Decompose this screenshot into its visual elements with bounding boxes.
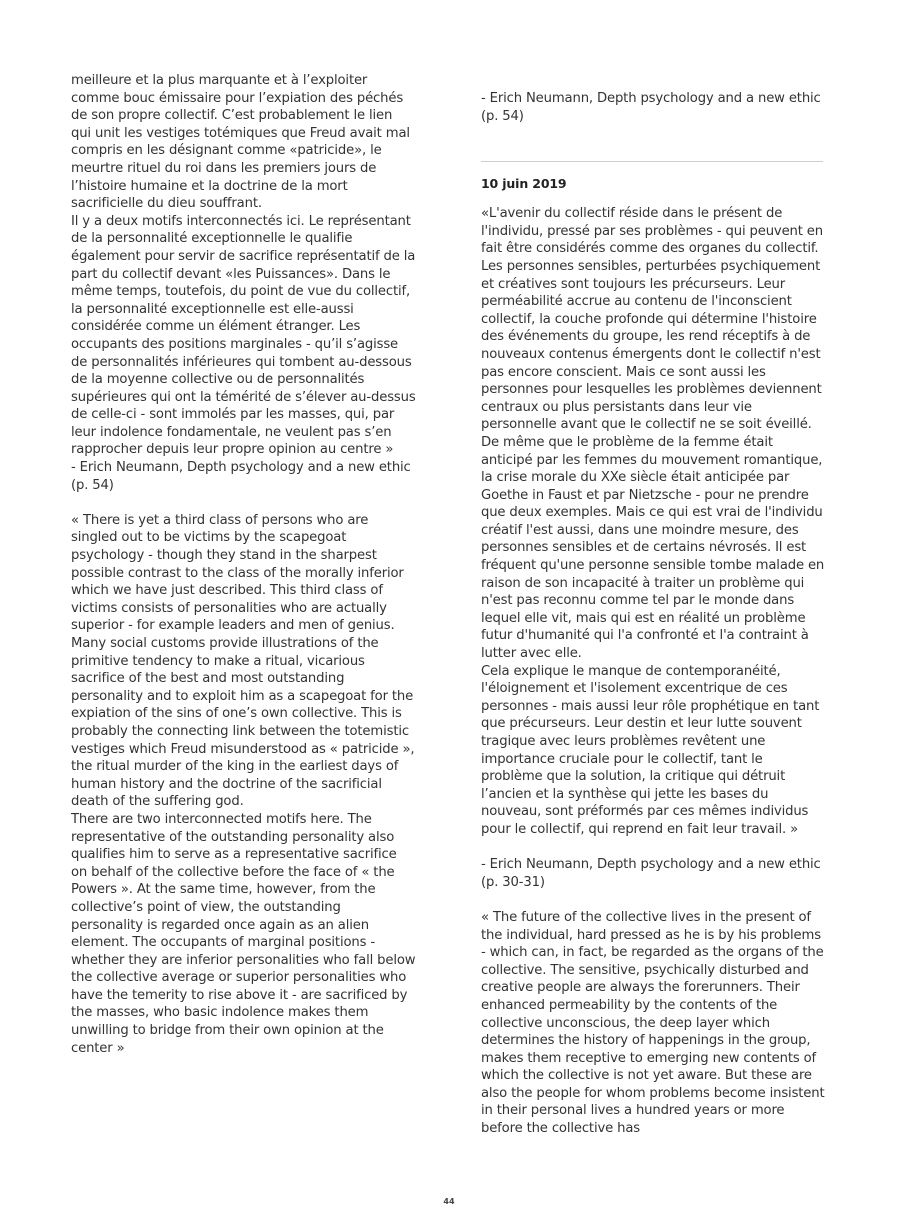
entry-date: 10 juin 2019 xyxy=(481,176,567,192)
right-citation-bottom: - Erich Neumann, Depth psychology and a new ethic (p. 30-31) xyxy=(481,857,825,890)
right-paragraph-2: De même que le problème de la femme était anticipé par les femmes du mouvement romantique, la crise morale du XXe siècle était anticipée par Goethe in Faust et par Nietzsche - pour ne prendre que deux exemples. Mais ce qui est vrai de l'individu créatif l'est aussi, dans une moindre mesure, des personnes sensibles et de certains névrosés. Il est fréquent qu'une personne sensible tombe malade en raison de son incapacité à traiter un problème qui n'est pas reconnu comme tel par le monde dans lequel elle vit, mais qui est en réalité un problème futur d'humanité qui l'a confronté et l'a contraint à lutter avec elle. xyxy=(481,434,829,662)
left-column xyxy=(71,72,420,1057)
section-divider xyxy=(481,161,823,162)
spacer xyxy=(71,494,416,512)
right-paragraph-3: Cela explique le manque de contemporanéité, l'éloignement et l'isolement excentrique de ces personnes - mais aussi leur rôle prophétique en tant que précurseurs. Leur destin et leur lutte souvent tragique avec leurs problèmes revêtent une importance cruciale pour le collectif, tant le problème que la solution, la critique qui détruit l’ancien et la synthèse qui jette les bases du nouveau, sont préformés par ces mêmes individus pour le collectif, qui reprend en fait leur travail. » xyxy=(481,663,824,837)
left-paragraph-3: « There is yet a third class of persons who are singled out to be victims by the scapegoat psychology - though they stand in the sharpest possible contrast to the class of the morally inferior which we have just described. This third class of victims consists of personalities who are actually superior - for example leaders and men of genius. Many social customs provide illustrations of the primitive tendency to make a ritual, vicarious sacrifice of the best and most outstanding personality and to exploit him as a scapegoat for the expiation of the sins of one’s own collective. This is probably the connecting link between the totemistic vestiges which Freud misunderstood as « patricide », the ritual murder of the king in the earliest days of human history and the doctrine of the sacrificial death of the suffering god. xyxy=(71,512,419,810)
spacer xyxy=(481,839,826,857)
spacer xyxy=(481,891,826,909)
left-paragraph-1: meilleure et la plus marquante et à l’exploiter comme bouc émissaire pour l’expiation des péchés de son propre collectif. C’est probablement le lien qui unit les vestiges totémiques que Freud avait mal compris en les désignant comme «patricide», le meurtre rituel du roi dans les premiers jours de l’histoire humaine et la doctrine de la mort sacrificielle du dieu souffrant. xyxy=(71,73,414,212)
left-citation: - Erich Neumann, Depth psychology and a new ethic (p. 54) xyxy=(71,460,415,493)
left-paragraph-4: There are two interconnected motifs here. The representative of the outstanding personality also qualifies him to serve as a representative sacrifice on behalf of the collective before the face of « the Powers ». At the same time, however, from the collective’s point of view, the outstanding personality is regarded once again as an alien element. The occupants of marginal positions - whether they are inferior personalities who fall below the collective average or superior personalities who have the temerity to rise above it - are sacrificed by the masses, who basic indolence makes them unwilling to bridge from their own opinion at the center » xyxy=(71,811,420,1056)
right-paragraph-4: « The future of the collective lives in the present of the individual, hard pressed as he is by his problems - which can, in fact, be regarded as the organs of the collective. The sensitive, psychically disturbed and creative people are always the forerunners. Their enhanced permeability by the contents of the collective unconscious, the deep layer which determines the history of happenings in the group, makes them receptive to emerging new contents of which the collective is not yet aware. But these are also the people for whom problems become insistent in their personal lives a hundred years or more before the collective has xyxy=(481,909,829,1137)
right-citation-top: - Erich Neumann, Depth psychology and a new ethic (p. 54) xyxy=(481,91,825,124)
right-column xyxy=(481,90,829,1138)
right-paragraph-1: «L'avenir du collectif réside dans le présent de l'individu, pressé par ses problèmes - qui peuvent en fait être considérés comme des organes du collectif. Les personnes sensibles, perturbées psychiquement et créatives sont toujours les précurseurs. Leur perméabilité accrue au contenu de l'inconscient collectif, la couche profonde qui détermine l'histoire des événements du groupe, les rend réceptifs à de nouveaux contenus émergents dont le collectif n'est pas encore conscient. Mais ce sont aussi les personnes pour lesquelles les problèmes deviennent centraux ou plus persistants dans leur vie personnelle avant que le collectif ne se soit éveillé. xyxy=(481,206,828,433)
left-paragraph-2: Il y a deux motifs interconnectés ici. Le représentant de la personnalité exceptionnelle le qualifie également pour servir de sacrifice représentatif de la part du collectif devant «les Puissances». Dans le même temps, toutefois, du point de vue du collectif, la personnalité exceptionnelle est elle-aussi considérée comme un élément étranger. Les occupants des positions marginales - qu’il s’agisse de personnalités inférieures qui tombent au-dessous de la moyenne collective ou de personnalités supérieures qui ont la témérité de s’élever au-dessus de celle-ci - sont immolés par les masses, qui, par leur indolence fondamentale, ne veulent pas s’en rapprocher depuis leur propre opinion au centre » xyxy=(71,213,420,458)
page-number: 44 xyxy=(443,1197,455,1206)
